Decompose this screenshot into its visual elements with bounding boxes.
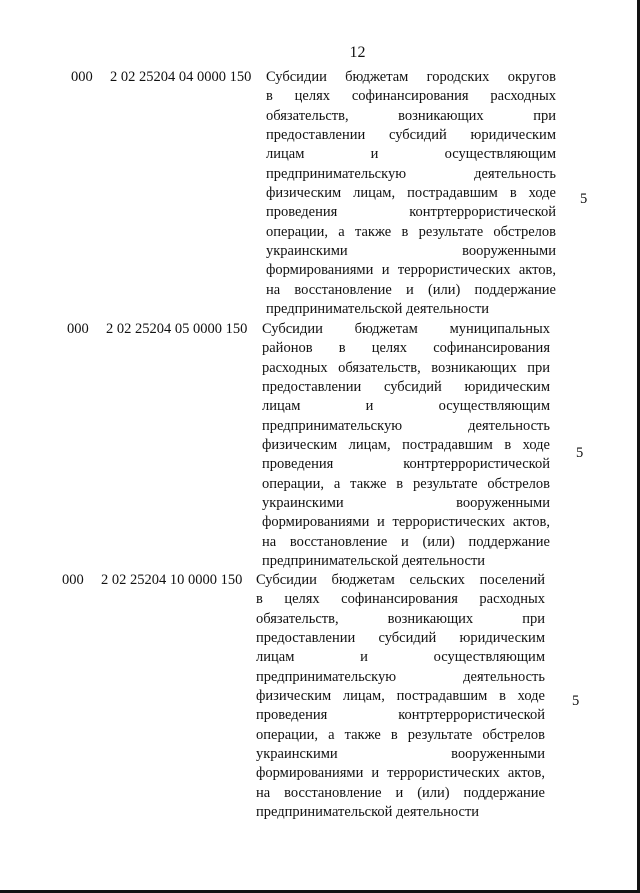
name-line: на восстановление и (или) поддержание bbox=[256, 784, 545, 801]
name-line: лицам и осуществляющим bbox=[256, 649, 545, 666]
name-line: предпринимательскую деятельность bbox=[256, 668, 545, 685]
name-line: лицам и осуществляющим bbox=[266, 146, 556, 163]
name-line: предпринимательскую деятельность bbox=[262, 417, 550, 434]
name-line: районов в целях софинансирования bbox=[262, 340, 550, 357]
name-line: Субсидии бюджетам городских округов bbox=[266, 69, 556, 85]
name-line: физическим лицам, пострадавшим в ходе bbox=[262, 437, 550, 454]
budget-code: 2 02 25204 05 0000 150 bbox=[106, 321, 248, 337]
name-line: лицам и осуществляющим bbox=[262, 398, 550, 415]
name-line: формированиями и террористических актов, bbox=[262, 514, 550, 531]
name-line: физическим лицам, пострадавшим в ходе bbox=[256, 688, 545, 705]
name-line: украинскими вооруженными bbox=[256, 746, 545, 763]
name-line: предпринимательской деятельности bbox=[256, 804, 480, 821]
name-line: операции, а также в результате обстрелов bbox=[256, 726, 545, 743]
admin-code: 000 bbox=[67, 321, 89, 337]
name-line: физическим лицам, пострадавшим в ходе bbox=[266, 185, 556, 202]
income-name bbox=[256, 571, 545, 822]
name-line: формированиями и террористических актов, bbox=[256, 765, 545, 782]
name-line: операции, а также в результате обстрелов bbox=[266, 223, 556, 240]
budget-code: 2 02 25204 10 0000 150 bbox=[101, 572, 243, 588]
admin-code: 000 bbox=[62, 572, 84, 588]
name-line: обязательств, возникающих при bbox=[256, 610, 545, 627]
name-line: предоставлении субсидий юридическим bbox=[256, 630, 545, 647]
admin-code: 000 bbox=[71, 69, 93, 85]
name-line: формированиями и террористических актов, bbox=[266, 262, 556, 279]
name-line: проведения контртеррористической bbox=[266, 204, 556, 221]
name-line: предоставлении субсидий юридическим bbox=[262, 379, 550, 396]
name-line: на восстановление и (или) поддержание bbox=[266, 281, 556, 298]
name-line: на восстановление и (или) поддержание bbox=[262, 533, 550, 550]
amount-value: 5 bbox=[572, 693, 580, 709]
name-line: предпринимательской деятельности bbox=[266, 301, 490, 318]
income-name bbox=[262, 320, 550, 571]
budget-code: 2 02 25204 04 0000 150 bbox=[110, 69, 252, 85]
name-line: обязательств, возникающих при bbox=[266, 107, 556, 124]
name-line: предпринимательскую деятельность bbox=[266, 165, 556, 182]
name-line: в целях софинансирования расходных bbox=[266, 88, 556, 105]
name-line: предпринимательской деятельности bbox=[262, 553, 486, 570]
name-line: предоставлении субсидий юридическим bbox=[266, 127, 556, 144]
name-line: проведения контртеррористической bbox=[256, 707, 545, 724]
income-name bbox=[266, 68, 556, 319]
name-line: проведения контртеррористической bbox=[262, 456, 550, 473]
page-number: 12 bbox=[349, 44, 366, 61]
name-line: Субсидии бюджетам сельских поселений bbox=[256, 572, 545, 588]
name-line: Субсидии бюджетам муниципальных bbox=[262, 321, 550, 337]
amount-value: 5 bbox=[576, 445, 584, 461]
name-line: в целях софинансирования расходных bbox=[256, 591, 545, 608]
name-line: операции, а также в результате обстрелов bbox=[262, 475, 550, 492]
name-line: украинскими вооруженными bbox=[266, 243, 556, 260]
name-line: украинскими вооруженными bbox=[262, 495, 550, 512]
amount-value: 5 bbox=[580, 191, 588, 207]
name-line: расходных обязательств, возникающих при bbox=[262, 359, 550, 376]
